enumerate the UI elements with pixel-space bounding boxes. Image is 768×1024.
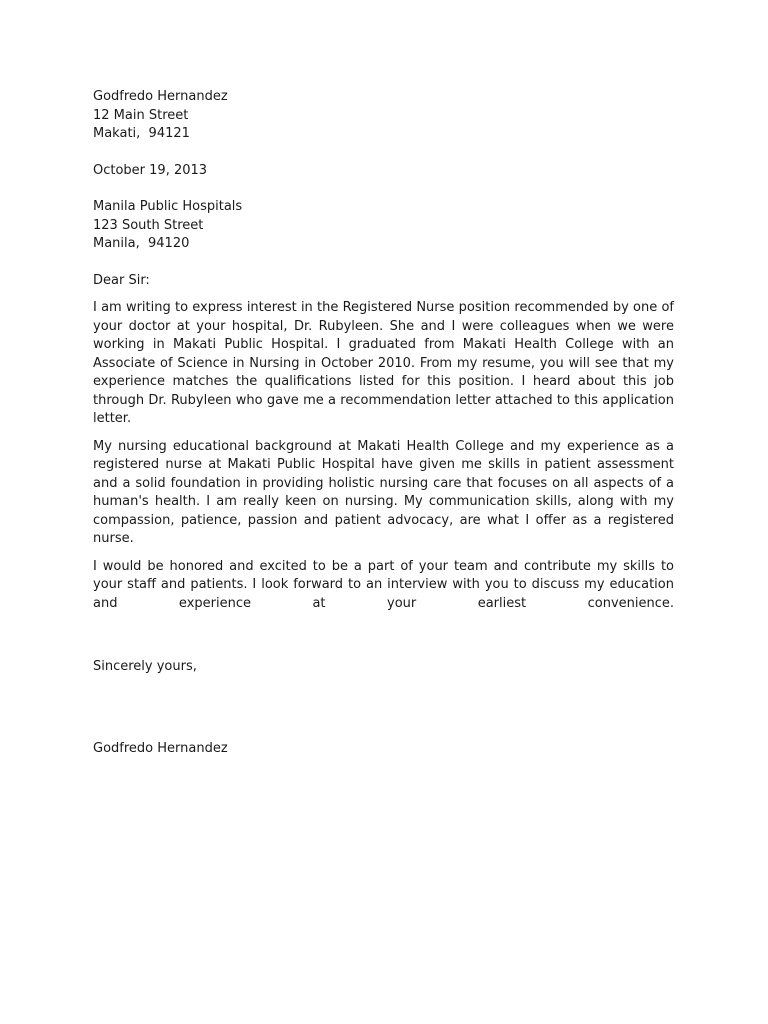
closing-text: Sincerely yours, (93, 659, 197, 674)
signature (93, 740, 674, 759)
sender-name: Godfredo Hernandez (93, 89, 228, 104)
sender-address (93, 88, 674, 144)
body-paragraph-3: I would be honored and excited to be a part of your team and contribute my skills to your staff and patients. I look forward to an interview with you to discuss my education and experience at your earliest convenience. (93, 558, 674, 611)
letter-document (93, 88, 674, 758)
closing (93, 658, 674, 677)
body-paragraph-1: I am writing to express interest in the Registered Nurse position recommended by one of your doctor at your hospital, Dr. Rubyleen. She and I were colleagues when we were working in Makati Public Hospital. I graduated from Makati Health College with an Associate of Science in Nursing in October 2010. From my resume, you will see that my experience matches the qualifications listed for this position. I heard about this job through Dr. Rubyleen who gave me a recommendation letter attached to this application letter. (93, 300, 674, 426)
recipient-street: 123 South Street (93, 217, 204, 233)
recipient-name: Manila Public Hospitals (93, 199, 243, 214)
signature-name: Godfredo Hernandez (93, 740, 228, 756)
sender-street: 12 Main Street (93, 107, 189, 123)
date-text: October 19, 2013 (93, 162, 208, 178)
salutation-text: Dear Sir: (93, 272, 150, 288)
salutation (93, 272, 674, 291)
recipient-address (93, 198, 674, 254)
sender-city-zip: Makati, 94121 (93, 126, 190, 141)
body-paragraph-2: My nursing educational background at Makati Health College and my experience as a registered nurse at Makati Public Hospital have given me skills in patient assessment and a solid foundation in providing holistic nursing care that focuses on all aspects of a human's health. I am really keen on nursing. My communication skills, along with my compassion, patience, passion and patient advocacy, are what I offer as a registered nurse. (93, 438, 674, 546)
letter-body (93, 299, 674, 613)
recipient-city-zip: Manila, 94120 (93, 236, 190, 251)
letter-date (93, 162, 674, 181)
